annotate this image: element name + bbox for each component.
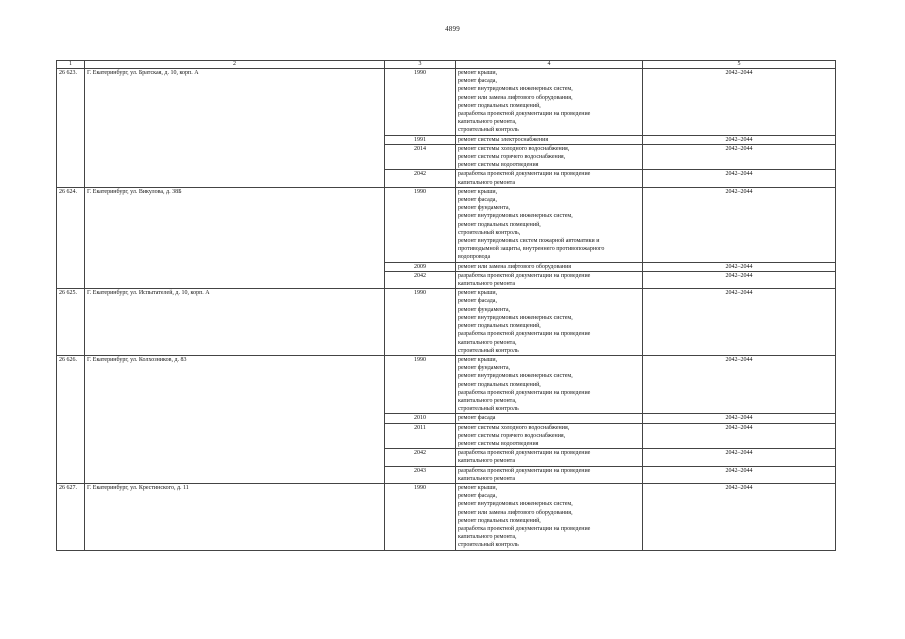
repair-works: ремонт крыши, ремонт фасада, ремонт внутридомовых инженерных систем, ремонт или замена лифтового оборудования, ремонт подвальных помещений, разработка проектной документации на проведение капитального ремонта, строительный контроль: [456, 483, 643, 550]
planned-period: 2042–2044: [643, 483, 836, 550]
object-number: 26 624.: [57, 187, 85, 288]
commission-year: 2011: [385, 423, 456, 449]
repair-works: ремонт системы холодного водоснабжения, ремонт системы горячего водоснабжения, ремонт системы водоотведения: [456, 423, 643, 449]
repair-schedule-table: [56, 60, 836, 551]
commission-year: 1990: [385, 187, 456, 262]
object-address: Г. Екатеринбург, ул. Братская, д. 10, корп. А: [85, 69, 385, 188]
planned-period: 2042–2044: [643, 289, 836, 356]
commission-year: 2042: [385, 449, 456, 466]
planned-period: 2042–2044: [643, 355, 836, 413]
commission-year: 2010: [385, 414, 456, 423]
commission-year: 1990: [385, 355, 456, 413]
commission-year: 1991: [385, 135, 456, 144]
repair-works: ремонт крыши, ремонт фасада, ремонт фундамента, ремонт внутридомовых инженерных систем, ремонт подвальных помещений, строительный контроль, ремонт внутридомовых систем пожарной автоматики и противодымной защиты, внутреннего противопожарного водопровода: [456, 187, 643, 262]
commission-year: 1990: [385, 483, 456, 550]
object-number: 26 623.: [57, 69, 85, 188]
repair-works: ремонт крыши, ремонт фасада, ремонт фундамента, ремонт внутридомовых инженерных систем, ремонт подвальных помещений, разработка проектной документации на проведение капитального ремонта, строительный контроль: [456, 289, 643, 356]
repair-works: ремонт системы холодного водоснабжения, ремонт системы горячего водоснабжения, ремонт системы водоотведения: [456, 144, 643, 170]
table-row: [57, 289, 836, 356]
object-address: Г. Екатеринбург, ул. Викулова, д. 38Б: [85, 187, 385, 288]
commission-year: 1990: [385, 289, 456, 356]
object-address: Г. Екатеринбург, ул. Испытателей, д. 10, корп. А: [85, 289, 385, 356]
repair-works: разработка проектной документации на проведение капитального ремонта: [456, 170, 643, 187]
table-row: [57, 69, 836, 136]
planned-period: 2042–2044: [643, 144, 836, 170]
planned-period: 2042–2044: [643, 449, 836, 466]
repair-works: ремонт системы электроснабжения: [456, 135, 643, 144]
column-header: 3: [385, 61, 456, 69]
repair-works: разработка проектной документации на проведение капитального ремонта: [456, 466, 643, 483]
column-header: 1: [57, 61, 85, 69]
planned-period: 2042–2044: [643, 262, 836, 271]
column-header-row: [57, 61, 836, 69]
table-row: [57, 355, 836, 413]
planned-period: 2042–2044: [643, 423, 836, 449]
planned-period: 2042–2044: [643, 135, 836, 144]
object-address: Г. Екатеринбург, ул. Крестинского, д. 11: [85, 483, 385, 550]
planned-period: 2042–2044: [643, 414, 836, 423]
planned-period: 2042–2044: [643, 170, 836, 187]
column-header: 5: [643, 61, 836, 69]
object-address: Г. Екатеринбург, ул. Колхозников, д. 83: [85, 355, 385, 483]
repair-works: ремонт фасада: [456, 414, 643, 423]
planned-period: 2042–2044: [643, 271, 836, 288]
page-number: 4899: [445, 25, 460, 33]
commission-year: 2009: [385, 262, 456, 271]
planned-period: 2042–2044: [643, 466, 836, 483]
table-body: [57, 61, 836, 551]
planned-period: 2042–2044: [643, 69, 836, 136]
column-header: 2: [85, 61, 385, 69]
repair-works: ремонт крыши, ремонт фасада, ремонт внутридомовых инженерных систем, ремонт или замена лифтового оборудования, ремонт подвальных помещений, разработка проектной документации на проведение капитального ремонта, строительный контроль: [456, 69, 643, 136]
planned-period: 2042–2044: [643, 187, 836, 262]
object-number: 26 627.: [57, 483, 85, 550]
object-number: 26 626.: [57, 355, 85, 483]
column-header: 4: [456, 61, 643, 69]
commission-year: 2042: [385, 170, 456, 187]
repair-works: разработка проектной документации на проведение капитального ремонта: [456, 271, 643, 288]
commission-year: 2014: [385, 144, 456, 170]
table-row: [57, 187, 836, 262]
repair-works: разработка проектной документации на проведение капитального ремонта: [456, 449, 643, 466]
repair-works: ремонт крыши, ремонт фундамента, ремонт внутридомовых инженерных систем, ремонт подвальных помещений, разработка проектной документации на проведение капитального ремонта, строительный контроль: [456, 355, 643, 413]
table-row: [57, 483, 836, 550]
object-number: 26 625.: [57, 289, 85, 356]
commission-year: 1990: [385, 69, 456, 136]
commission-year: 2042: [385, 271, 456, 288]
repair-works: ремонт или замена лифтового оборудования: [456, 262, 643, 271]
commission-year: 2043: [385, 466, 456, 483]
